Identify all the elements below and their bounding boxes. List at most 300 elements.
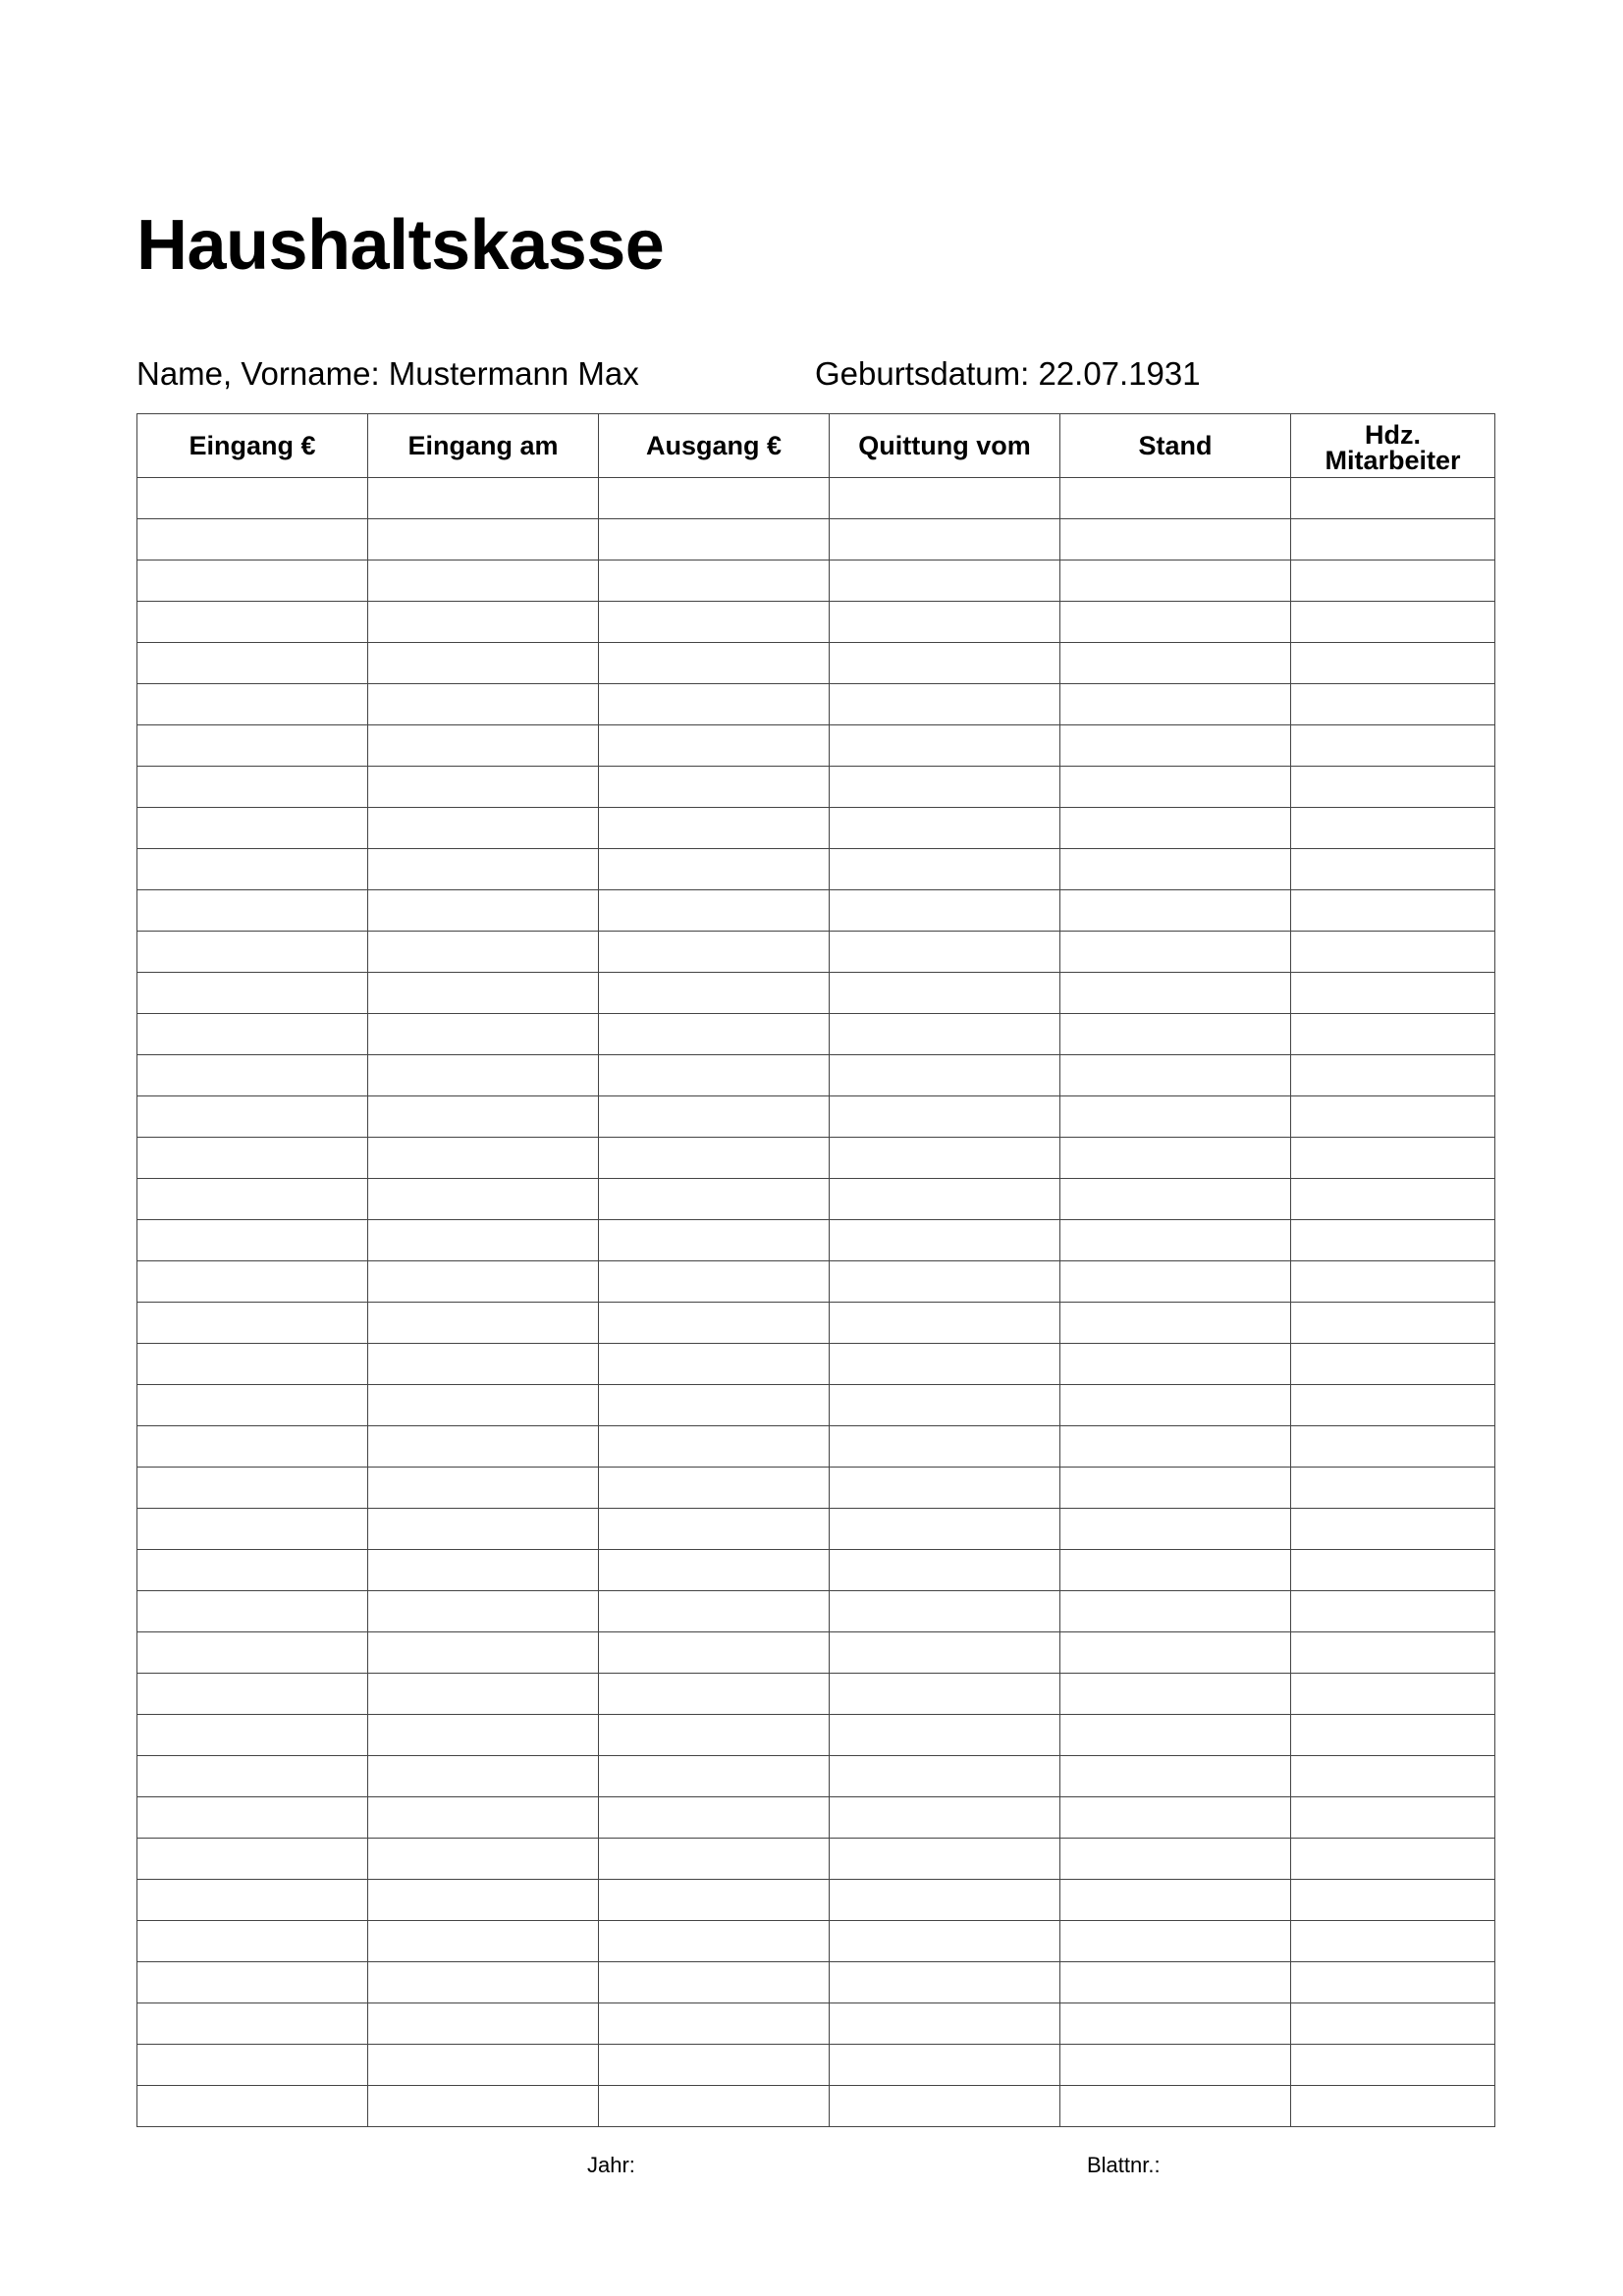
table-cell[interactable]	[137, 1303, 368, 1344]
table-cell[interactable]	[368, 2086, 599, 2127]
table-row	[137, 1880, 1495, 1921]
table-row	[137, 1550, 1495, 1591]
table-row	[137, 1179, 1495, 1220]
table-cell[interactable]	[830, 1385, 1060, 1426]
table-cell[interactable]	[830, 849, 1060, 890]
table-cell[interactable]	[1291, 1591, 1495, 1632]
table-cell[interactable]	[368, 890, 599, 932]
table-cell[interactable]	[1060, 478, 1291, 519]
table-row	[137, 932, 1495, 973]
table-cell[interactable]	[599, 1303, 830, 1344]
table-cell[interactable]	[1060, 1674, 1291, 1715]
table-cell[interactable]	[599, 1096, 830, 1138]
table-cell[interactable]	[137, 1261, 368, 1303]
table-cell[interactable]	[1060, 1014, 1291, 1055]
table-cell[interactable]	[1291, 1797, 1495, 1839]
table-cell[interactable]	[137, 478, 368, 519]
table-cell[interactable]	[368, 1220, 599, 1261]
table-cell[interactable]	[599, 643, 830, 684]
table-cell[interactable]	[599, 1674, 830, 1715]
table-cell[interactable]	[137, 1591, 368, 1632]
table-cell[interactable]	[599, 932, 830, 973]
table-cell[interactable]	[830, 1674, 1060, 1715]
table-row	[137, 602, 1495, 643]
table-row	[137, 1509, 1495, 1550]
table-cell[interactable]	[368, 1426, 599, 1468]
table-cell[interactable]	[368, 1674, 599, 1715]
table-cell[interactable]	[830, 478, 1060, 519]
table-cell[interactable]	[368, 1591, 599, 1632]
table-row	[137, 1344, 1495, 1385]
table-cell[interactable]	[368, 1880, 599, 1921]
table-cell[interactable]	[599, 1261, 830, 1303]
table-cell[interactable]	[1060, 1385, 1291, 1426]
table-row	[137, 1014, 1495, 1055]
table-cell[interactable]	[599, 1509, 830, 1550]
table-cell[interactable]	[599, 1344, 830, 1385]
table-cell[interactable]	[1060, 684, 1291, 725]
table-cell[interactable]	[368, 1261, 599, 1303]
table-cell[interactable]	[137, 973, 368, 1014]
table-cell[interactable]	[830, 2086, 1060, 2127]
birthdate-value: 22.07.1931	[1038, 355, 1201, 392]
header-eingang-datum: Eingang am	[368, 414, 599, 478]
table-cell[interactable]	[830, 1756, 1060, 1797]
table-cell[interactable]	[830, 1426, 1060, 1468]
table-cell[interactable]	[599, 2045, 830, 2086]
table-cell[interactable]	[1060, 849, 1291, 890]
table-cell[interactable]	[1060, 1756, 1291, 1797]
table-cell[interactable]	[137, 1344, 368, 1385]
cash-ledger-table	[136, 413, 1495, 2127]
table-cell[interactable]	[1060, 725, 1291, 767]
table-cell[interactable]	[830, 2003, 1060, 2045]
table-cell[interactable]	[368, 767, 599, 808]
table-cell[interactable]	[1291, 684, 1495, 725]
name-value: Mustermann Max	[388, 355, 639, 392]
table-cell[interactable]	[830, 1509, 1060, 1550]
table-cell[interactable]	[137, 1921, 368, 1962]
table-cell[interactable]	[1060, 1138, 1291, 1179]
table-cell[interactable]	[830, 1468, 1060, 1509]
table-cell[interactable]	[599, 1426, 830, 1468]
table-cell[interactable]	[830, 1715, 1060, 1756]
table-cell[interactable]	[1060, 1344, 1291, 1385]
table-cell[interactable]	[830, 1303, 1060, 1344]
table-cell[interactable]	[599, 2086, 830, 2127]
table-cell[interactable]	[599, 767, 830, 808]
table-cell[interactable]	[599, 1921, 830, 1962]
table-cell[interactable]	[1291, 1220, 1495, 1261]
table-cell[interactable]	[1291, 1962, 1495, 2003]
table-row	[137, 2086, 1495, 2127]
table-cell[interactable]	[137, 808, 368, 849]
table-cell[interactable]	[137, 561, 368, 602]
table-cell[interactable]	[137, 1839, 368, 1880]
table-cell[interactable]	[368, 1509, 599, 1550]
table-cell[interactable]	[137, 1674, 368, 1715]
table-cell[interactable]	[830, 519, 1060, 561]
table-cell[interactable]	[599, 808, 830, 849]
table-cell[interactable]	[137, 684, 368, 725]
table-cell[interactable]	[1060, 973, 1291, 1014]
table-cell[interactable]	[137, 602, 368, 643]
table-cell[interactable]	[137, 2086, 368, 2127]
table-cell[interactable]	[1060, 1220, 1291, 1261]
table-cell[interactable]	[599, 1179, 830, 1220]
table-cell[interactable]	[1060, 932, 1291, 973]
table-row	[137, 1839, 1495, 1880]
table-cell[interactable]	[599, 1962, 830, 2003]
table-cell[interactable]	[1291, 1426, 1495, 1468]
table-cell[interactable]	[368, 1138, 599, 1179]
table-cell[interactable]	[599, 1468, 830, 1509]
table-cell[interactable]	[1060, 767, 1291, 808]
table-cell[interactable]	[1291, 2045, 1495, 2086]
table-cell[interactable]	[830, 1220, 1060, 1261]
table-row	[137, 1220, 1495, 1261]
table-body	[137, 478, 1495, 2127]
table-cell[interactable]	[1060, 890, 1291, 932]
table-cell[interactable]	[368, 1344, 599, 1385]
table-cell[interactable]	[830, 1839, 1060, 1880]
table-cell[interactable]	[368, 1096, 599, 1138]
table-cell[interactable]	[137, 1715, 368, 1756]
table-cell[interactable]	[137, 932, 368, 973]
table-cell[interactable]	[1060, 1179, 1291, 1220]
table-row	[137, 1756, 1495, 1797]
table-row	[137, 1303, 1495, 1344]
table-cell[interactable]	[368, 1303, 599, 1344]
table-cell[interactable]	[1291, 602, 1495, 643]
table-cell[interactable]	[1291, 725, 1495, 767]
table-cell[interactable]	[1291, 808, 1495, 849]
table-cell[interactable]	[830, 643, 1060, 684]
table-cell[interactable]	[137, 725, 368, 767]
table-cell[interactable]	[599, 1220, 830, 1261]
birthdate-line	[815, 357, 1201, 390]
header-ausgang-betrag: Ausgang €	[599, 414, 830, 478]
table-cell[interactable]	[1291, 767, 1495, 808]
table-cell[interactable]	[599, 1839, 830, 1880]
table-cell[interactable]	[137, 1220, 368, 1261]
table-cell[interactable]	[830, 1921, 1060, 1962]
table-cell[interactable]	[1291, 643, 1495, 684]
table-row	[137, 1138, 1495, 1179]
table-cell[interactable]	[1291, 1303, 1495, 1344]
table-cell[interactable]	[1060, 1426, 1291, 1468]
table-cell[interactable]	[137, 1797, 368, 1839]
table-row	[137, 1468, 1495, 1509]
table-cell[interactable]	[137, 1550, 368, 1591]
table-cell[interactable]	[137, 767, 368, 808]
table-cell[interactable]	[368, 849, 599, 890]
table-cell[interactable]	[1060, 1468, 1291, 1509]
table-cell[interactable]	[830, 1550, 1060, 1591]
table-cell[interactable]	[1060, 808, 1291, 849]
table-row	[137, 1426, 1495, 1468]
table-cell[interactable]	[1060, 1509, 1291, 1550]
table-cell[interactable]	[1291, 973, 1495, 1014]
sheet-number-label: Blattnr.:	[1087, 2153, 1161, 2177]
table-cell[interactable]	[1060, 1550, 1291, 1591]
table-cell[interactable]	[1291, 1261, 1495, 1303]
table-cell[interactable]	[1060, 1096, 1291, 1138]
table-cell[interactable]	[830, 767, 1060, 808]
table-cell[interactable]	[368, 1014, 599, 1055]
table-cell[interactable]	[137, 519, 368, 561]
table-cell[interactable]	[830, 973, 1060, 1014]
table-cell[interactable]	[368, 643, 599, 684]
table-cell[interactable]	[368, 725, 599, 767]
table-cell[interactable]	[1291, 1014, 1495, 1055]
table-cell[interactable]	[1060, 1962, 1291, 2003]
header-handzeichen	[1291, 414, 1495, 478]
table-cell[interactable]	[368, 932, 599, 973]
table-cell[interactable]	[1291, 1756, 1495, 1797]
table-cell[interactable]	[137, 1426, 368, 1468]
table-cell[interactable]	[830, 1591, 1060, 1632]
header-quittung-datum: Quittung vom	[830, 414, 1060, 478]
table-cell[interactable]	[368, 561, 599, 602]
table-cell[interactable]	[137, 643, 368, 684]
table-row	[137, 767, 1495, 808]
table-cell[interactable]	[137, 2045, 368, 2086]
table-row	[137, 1055, 1495, 1096]
table-cell[interactable]	[368, 1179, 599, 1220]
table-cell[interactable]	[830, 725, 1060, 767]
table-cell[interactable]	[1291, 1468, 1495, 1509]
table-cell[interactable]	[1291, 890, 1495, 932]
table-cell[interactable]	[1291, 1509, 1495, 1550]
table-cell[interactable]	[137, 1096, 368, 1138]
table-cell[interactable]	[599, 1138, 830, 1179]
table-row	[137, 2003, 1495, 2045]
table-cell[interactable]	[1060, 1797, 1291, 1839]
table-cell[interactable]	[368, 808, 599, 849]
table-cell[interactable]	[599, 1632, 830, 1674]
table-cell[interactable]	[599, 561, 830, 602]
table-row	[137, 643, 1495, 684]
table-cell[interactable]	[137, 890, 368, 932]
table-cell[interactable]	[1060, 561, 1291, 602]
table-cell[interactable]	[137, 849, 368, 890]
table-cell[interactable]	[137, 1385, 368, 1426]
table-cell[interactable]	[1291, 1880, 1495, 1921]
table-cell[interactable]	[599, 1797, 830, 1839]
table-cell[interactable]	[137, 1055, 368, 1096]
table-cell[interactable]	[599, 1880, 830, 1921]
table-cell[interactable]	[368, 602, 599, 643]
table-cell[interactable]	[1060, 519, 1291, 561]
table-cell[interactable]	[830, 561, 1060, 602]
table-cell[interactable]	[830, 1014, 1060, 1055]
table-cell[interactable]	[1291, 2086, 1495, 2127]
table-cell[interactable]	[1060, 1880, 1291, 1921]
table-cell[interactable]	[1291, 1550, 1495, 1591]
table-row	[137, 725, 1495, 767]
table-row	[137, 849, 1495, 890]
table-cell[interactable]	[830, 890, 1060, 932]
name-line	[136, 357, 639, 390]
table-cell[interactable]	[830, 2045, 1060, 2086]
table-cell[interactable]	[599, 849, 830, 890]
table-row	[137, 561, 1495, 602]
table-cell[interactable]	[1060, 602, 1291, 643]
table-cell[interactable]	[599, 1715, 830, 1756]
table-cell[interactable]	[137, 2003, 368, 2045]
table-cell[interactable]	[368, 1962, 599, 2003]
table-cell[interactable]	[830, 1344, 1060, 1385]
table-cell[interactable]	[1060, 1921, 1291, 1962]
table-cell[interactable]	[830, 1880, 1060, 1921]
table-cell[interactable]	[137, 1632, 368, 1674]
table-cell[interactable]	[830, 602, 1060, 643]
table-row	[137, 973, 1495, 1014]
table-row	[137, 519, 1495, 561]
table-cell[interactable]	[368, 1632, 599, 1674]
table-cell[interactable]	[1291, 1839, 1495, 1880]
table-cell[interactable]	[368, 478, 599, 519]
table-cell[interactable]	[368, 1839, 599, 1880]
table-cell[interactable]	[830, 1096, 1060, 1138]
table-cell[interactable]	[599, 890, 830, 932]
table-cell[interactable]	[1291, 1674, 1495, 1715]
table-cell[interactable]	[1291, 519, 1495, 561]
birthdate-label: Geburtsdatum:	[815, 355, 1030, 392]
table-cell[interactable]	[599, 1756, 830, 1797]
table-cell[interactable]	[137, 1880, 368, 1921]
table-cell[interactable]	[830, 1055, 1060, 1096]
table-row	[137, 1715, 1495, 1756]
table-cell[interactable]	[137, 1179, 368, 1220]
table-cell[interactable]	[830, 1632, 1060, 1674]
table-cell[interactable]	[1291, 1385, 1495, 1426]
table-cell[interactable]	[1060, 1632, 1291, 1674]
table-cell[interactable]	[599, 684, 830, 725]
table-row	[137, 684, 1495, 725]
table-row	[137, 1674, 1495, 1715]
table-cell[interactable]	[1291, 932, 1495, 973]
table-cell[interactable]	[599, 1591, 830, 1632]
table-cell[interactable]	[830, 808, 1060, 849]
table-cell[interactable]	[368, 1468, 599, 1509]
table-cell[interactable]	[137, 1756, 368, 1797]
table-cell[interactable]	[137, 1962, 368, 2003]
header-handzeichen-line2: Mitarbeiter	[1325, 446, 1461, 475]
table-row	[137, 1797, 1495, 1839]
table-cell[interactable]	[1291, 1715, 1495, 1756]
table-cell[interactable]	[830, 684, 1060, 725]
table-cell[interactable]	[368, 1921, 599, 1962]
table-cell[interactable]	[599, 1014, 830, 1055]
table-cell[interactable]	[137, 1138, 368, 1179]
table-cell[interactable]	[368, 684, 599, 725]
table-cell[interactable]	[1291, 1138, 1495, 1179]
table-cell[interactable]	[1060, 1261, 1291, 1303]
table-cell[interactable]	[599, 973, 830, 1014]
table-cell[interactable]	[1060, 2086, 1291, 2127]
table-cell[interactable]	[599, 725, 830, 767]
table-cell[interactable]	[830, 932, 1060, 973]
table-cell[interactable]	[137, 1014, 368, 1055]
table-row	[137, 1591, 1495, 1632]
table-cell[interactable]	[368, 1550, 599, 1591]
table-cell[interactable]	[830, 1261, 1060, 1303]
table-row	[137, 1962, 1495, 2003]
table-cell[interactable]	[1291, 1921, 1495, 1962]
table-cell[interactable]	[1291, 1632, 1495, 1674]
table-cell[interactable]	[368, 1385, 599, 1426]
table-row	[137, 1385, 1495, 1426]
table-cell[interactable]	[1291, 1344, 1495, 1385]
table-cell[interactable]	[1291, 561, 1495, 602]
table-cell[interactable]	[1291, 1055, 1495, 1096]
table-cell[interactable]	[1291, 1179, 1495, 1220]
table-cell[interactable]	[599, 1550, 830, 1591]
table-cell[interactable]	[1060, 2003, 1291, 2045]
table-cell[interactable]	[1060, 1055, 1291, 1096]
table-cell[interactable]	[599, 519, 830, 561]
table-header-row	[137, 414, 1495, 478]
table-cell[interactable]	[368, 1715, 599, 1756]
table-cell[interactable]	[599, 602, 830, 643]
table-row	[137, 808, 1495, 849]
table-cell[interactable]	[599, 1055, 830, 1096]
table-cell[interactable]	[137, 1509, 368, 1550]
table-row	[137, 1096, 1495, 1138]
table-cell[interactable]	[1060, 1839, 1291, 1880]
table-cell[interactable]	[1060, 1591, 1291, 1632]
table-cell[interactable]	[368, 2003, 599, 2045]
table-cell[interactable]	[599, 1385, 830, 1426]
table-row	[137, 2045, 1495, 2086]
table-cell[interactable]	[368, 2045, 599, 2086]
table-cell[interactable]	[599, 478, 830, 519]
table-cell[interactable]	[368, 1055, 599, 1096]
table-cell[interactable]	[1060, 1303, 1291, 1344]
table-cell[interactable]	[1060, 643, 1291, 684]
table-row	[137, 890, 1495, 932]
table-cell[interactable]	[1291, 478, 1495, 519]
table-cell[interactable]	[368, 519, 599, 561]
header-eingang-betrag: Eingang €	[137, 414, 368, 478]
table-cell[interactable]	[1291, 1096, 1495, 1138]
table-cell[interactable]	[830, 1179, 1060, 1220]
table-row	[137, 1261, 1495, 1303]
table-cell[interactable]	[830, 1138, 1060, 1179]
table-cell[interactable]	[368, 1756, 599, 1797]
header-stand: Stand	[1060, 414, 1291, 478]
table-cell[interactable]	[1060, 1715, 1291, 1756]
table-cell[interactable]	[1291, 849, 1495, 890]
table-cell[interactable]	[368, 973, 599, 1014]
header-handzeichen-line1: Hdz.	[1365, 419, 1421, 450]
table-row	[137, 1632, 1495, 1674]
table-cell[interactable]	[137, 1468, 368, 1509]
table-cell[interactable]	[830, 1797, 1060, 1839]
table-cell[interactable]	[1291, 2003, 1495, 2045]
table-row	[137, 478, 1495, 519]
table-row	[137, 1921, 1495, 1962]
table-cell[interactable]	[830, 1962, 1060, 2003]
table-cell[interactable]	[599, 2003, 830, 2045]
name-label: Name, Vorname:	[136, 355, 380, 392]
year-label: Jahr:	[587, 2153, 635, 2177]
table-cell[interactable]	[368, 1797, 599, 1839]
page-title: Haushaltskasse	[136, 206, 665, 285]
table-cell[interactable]	[1060, 2045, 1291, 2086]
